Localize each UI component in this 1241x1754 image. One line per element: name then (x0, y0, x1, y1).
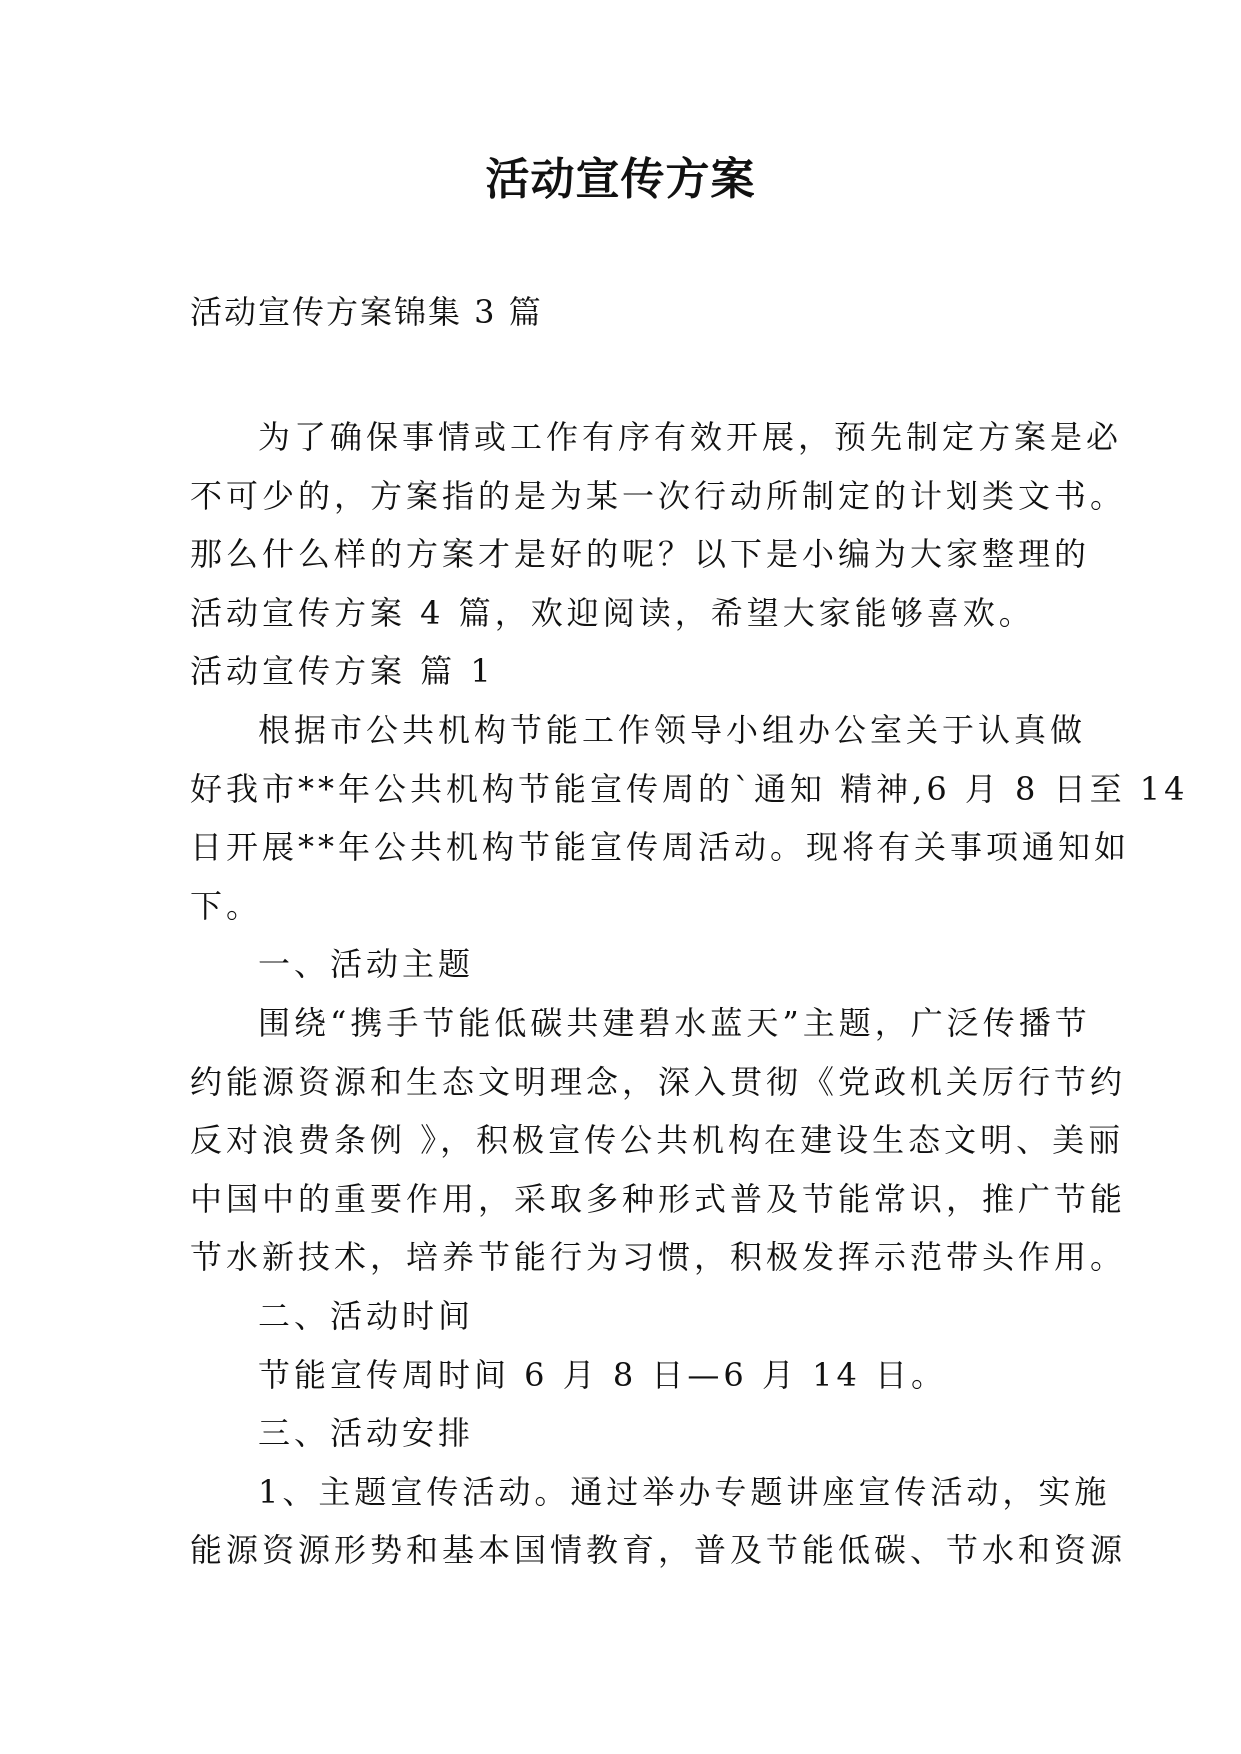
text-line: 反对浪费条例 》，积极宣传公共机构在建设生态文明、美丽 (190, 1121, 1125, 1160)
text-line: 中国中的重要作用，采取多种形式普及节能常识，推广节能 (190, 1179, 1127, 1218)
text-line: 不可少的，方案指的是为某一次行动所制定的计划类文书。 (190, 476, 1127, 515)
document-subtitle: 活动宣传方案锦集 3 篇 (190, 293, 543, 331)
text-line: 下。 (190, 886, 263, 925)
text-line: 为了确保事情或工作有序有效开展，预先制定方案是必 (258, 418, 1123, 456)
text-line: 三、活动安排 (258, 1414, 475, 1453)
text-line: 围绕“携手节能低碳共建碧水蓝天”主题，广泛传播节 (258, 1003, 1091, 1042)
text-line: 好我市**年公共机构节能宣传周的`通知 精神,6 月 8 日至 14 (190, 769, 1189, 808)
text-line: 日开展**年公共机构节能宣传周活动。现将有关事项通知如 (190, 828, 1131, 867)
text-line: 根据市公共机构节能工作领导小组办公室关于认真做 (258, 710, 1087, 749)
text-line: 能源资源形势和基本国情教育，普及节能低碳、节水和资源 (190, 1531, 1127, 1570)
text-line: 二、活动时间 (258, 1296, 475, 1335)
text-line: 节能宣传周时间 6 月 8 日—6 月 14 日。 (258, 1355, 948, 1394)
text-line: 节水新技术，培养节能行为习惯，积极发挥示范带头作用。 (190, 1238, 1127, 1277)
document-body (190, 408, 1189, 1580)
document-title: 活动宣传方案 (485, 154, 756, 205)
text-line: 1、主题宣传活动。通过举办专题讲座宣传活动，实施 (258, 1472, 1111, 1511)
text-line: 一、活动主题 (258, 945, 475, 984)
text-line: 那么什么样的方案才是好的呢？以下是小编为大家整理的 (190, 535, 1091, 574)
text-line: 活动宣传方案 篇 1 (190, 652, 495, 691)
text-line: 活动宣传方案 4 篇，欢迎阅读，希望大家能够喜欢。 (190, 593, 1035, 632)
text-line: 约能源资源和生态文明理念，深入贯彻《党政机关厉行节约 (190, 1062, 1127, 1101)
